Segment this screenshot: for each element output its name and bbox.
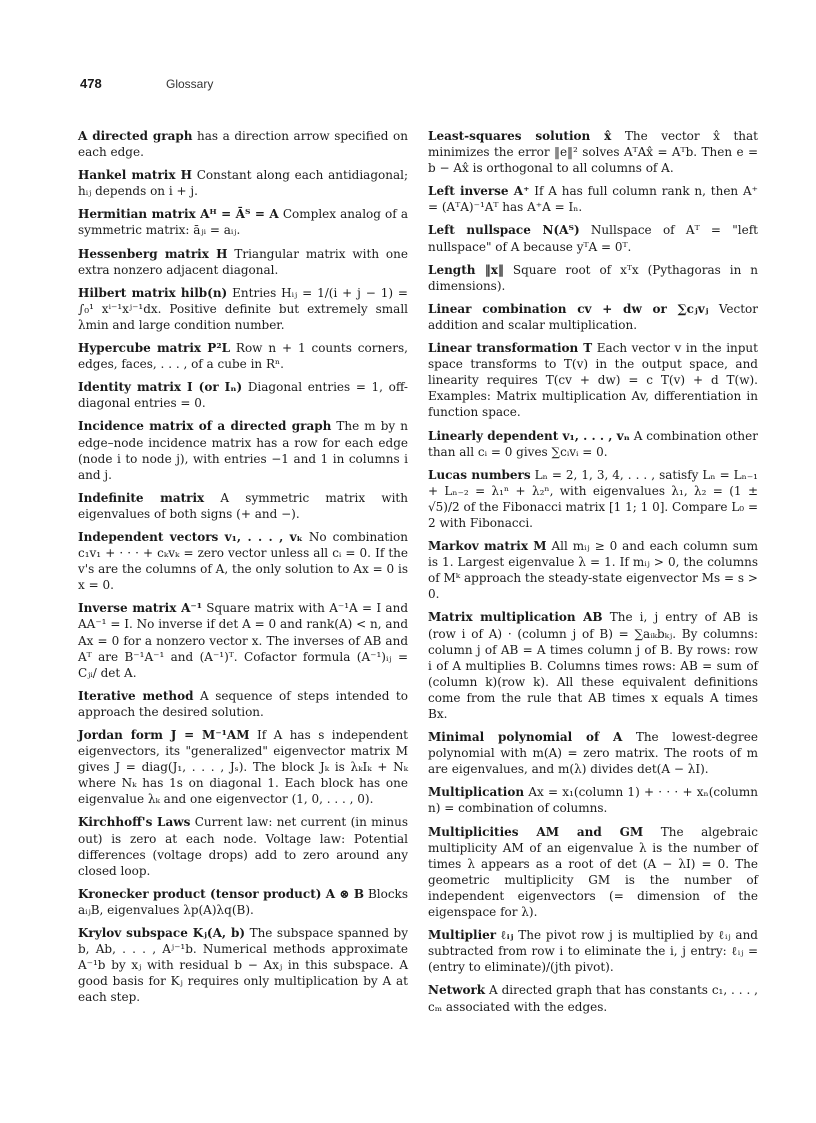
- glossary-entry: [428, 428, 758, 460]
- entry-term: Left nullspace N(Aᵀ): [428, 223, 580, 238]
- page-header: [80, 76, 740, 96]
- glossary-entry: [78, 418, 408, 482]
- glossary-entry: [428, 222, 758, 254]
- entry-term: Linear combination cv + dw or ∑cⱼvⱼ: [428, 301, 709, 316]
- entry-term: Jordan form J = M⁻¹AM: [78, 728, 250, 742]
- glossary-entry: [78, 490, 408, 522]
- glossary-entry: [78, 886, 408, 918]
- glossary-entry: [428, 301, 758, 333]
- glossary-entry: [428, 183, 758, 215]
- entry-definition: Each vector v in the input space transforms to T(v) in the output space, and linearity requires T(cv + dw) = c T(v) + d T(w). Examples: Matrix multiplication Av, differentiation in function space.: [428, 341, 758, 420]
- entry-term: Network: [428, 983, 486, 998]
- glossary-entry: [78, 814, 408, 878]
- entry-definition: has a direction arrow specified on each edge.: [78, 129, 408, 160]
- entry-term: Kirchhoff's Laws: [78, 815, 191, 830]
- left-column: [78, 128, 408, 1013]
- entry-definition: Blocks aᵢⱼB, eigenvalues λp(A)λq(B).: [78, 886, 408, 917]
- glossary-entry: [78, 379, 408, 411]
- entry-term: Inverse matrix A⁻¹: [78, 601, 202, 616]
- glossary-entry: [78, 340, 408, 372]
- entry-term: A directed graph: [78, 129, 193, 143]
- entry-definition: Diagonal entries = 1, off-diagonal entries = 0.: [78, 380, 408, 411]
- entry-term: Iterative method: [78, 688, 194, 703]
- entry-definition: Lₙ = 2, 1, 3, 4, . . . , satisfy Lₙ = Lₙ₋₁ + Lₙ₋₂ = λ₁ⁿ + λ₂ⁿ, with eigenvalues λ₁, λ₂ = (1 ± √5)/2 of the Fibonacci matrix [1 1; 1 0]. Compare L₀ = 2 with Fibonacci.: [428, 467, 758, 530]
- entry-definition: Vector addition and scalar multiplication.: [428, 301, 758, 332]
- right-column: [428, 128, 758, 1022]
- entry-term: Multiplicities AM and GM: [428, 824, 644, 839]
- entry-term: Lucas numbers: [428, 467, 531, 482]
- entry-term: Linearly dependent v₁, . . . , vₙ: [428, 428, 630, 443]
- entry-definition: Nullspace of Aᵀ = "left nullspace" of A because yᵀA = 0ᵀ.: [428, 223, 758, 254]
- glossary-entry: [78, 600, 408, 680]
- entry-definition: No combination c₁v₁ + · · · + cₖvₖ = zero vector unless all cᵢ = 0. If the v's are the columns of A, the only solution to Ax = 0 is x = 0.: [78, 529, 408, 593]
- entry-definition: Square root of xᵀx (Pythagoras in n dimensions).: [428, 262, 758, 293]
- entry-definition: Row n + 1 counts corners, edges, faces, . . . , of a cube in Rⁿ.: [78, 341, 408, 372]
- glossary-entry: [78, 128, 408, 160]
- glossary-entry: [78, 727, 408, 807]
- entry-term: Hermitian matrix Aᴴ = Āᵀ = A: [78, 207, 279, 222]
- glossary-entry: [428, 262, 758, 294]
- entry-term: Multiplier ℓᵢⱼ: [428, 928, 514, 943]
- glossary-entry: [428, 824, 758, 921]
- entry-definition: Triangular matrix with one extra nonzero adjacent diagonal.: [78, 246, 408, 277]
- glossary-entry: [78, 167, 408, 199]
- entry-term: Left inverse A⁺: [428, 184, 530, 199]
- entry-term: Krylov subspace Kⱼ(A, b): [78, 926, 246, 941]
- entry-term: Matrix multiplication AB: [428, 610, 603, 625]
- glossary-entry: [78, 925, 408, 1005]
- glossary-entry: [428, 467, 758, 531]
- entry-definition: If A has s independent eigenvectors, its "generalized" eigenvector matrix M gives J = diag(J₁, . . . , Jₛ). The block Jₖ is λₖIₖ + Nₖ where Nₖ has 1s on diagonal 1. Each block has one eigenvalue λₖ and one eigenvector (1, 0, . . . , 0).: [78, 728, 408, 807]
- glossary-entry: [78, 529, 408, 593]
- entry-term: Hypercube matrix P²L: [78, 341, 231, 356]
- entry-term: Multiplication: [428, 785, 525, 800]
- glossary-entry: [78, 688, 408, 720]
- glossary-entry: [428, 784, 758, 816]
- entry-definition: The subspace spanned by b, Ab, . . . , Aʲ⁻¹b. Numerical methods approximate A⁻¹b by xⱼ with residual b − Axⱼ in this subspace. A good basis for Kⱼ requires only multiplication by A at each step.: [78, 926, 409, 1005]
- glossary-entry: [428, 982, 758, 1014]
- entry-definition: Constant along each antidiagonal; hᵢⱼ depends on i + j.: [78, 168, 408, 199]
- glossary-entry: [78, 246, 408, 278]
- entry-definition: A sequence of steps intended to approach the desired solution.: [78, 688, 408, 719]
- entry-term: Kronecker product (tensor product) A ⊗ B: [78, 886, 364, 901]
- glossary-entry: [78, 285, 408, 333]
- entry-term: Hilbert matrix hilb(n): [78, 285, 228, 300]
- entry-definition: Complex analog of a symmetric matrix: āⱼᵢ = aᵢⱼ.: [78, 207, 408, 238]
- entry-term: Least-squares solution x̂: [428, 129, 612, 143]
- entry-term: Indefinite matrix: [78, 490, 205, 505]
- glossary-entry: [428, 609, 758, 722]
- glossary-entry: [428, 729, 758, 777]
- entry-definition: Square matrix with A⁻¹A = I and AA⁻¹ = I. No inverse if det A = 0 and rank(A) < n, and Ax = 0 for a nonzero vector x. The inverses of AB and Aᵀ are B⁻¹A⁻¹ and (A⁻¹)ᵀ. Cofactor formula (A⁻¹)ᵢⱼ = Cⱼᵢ/ det A.: [78, 601, 408, 680]
- entry-term: Linear transformation T: [428, 341, 593, 356]
- section-title: Glossary: [166, 77, 214, 91]
- glossary-entry: [428, 128, 758, 176]
- entry-definition: The vector x̂ that minimizes the error ‖e‖² solves AᵀAx̂ = Aᵀb. Then e = b − Ax̂ is orthogonal to all columns of A.: [428, 129, 758, 176]
- glossary-entry: [428, 340, 758, 420]
- glossary-entry: [428, 927, 758, 975]
- glossary-entry: [78, 206, 408, 238]
- entry-definition: If A has full column rank n, then A⁺ = (AᵀA)⁻¹Aᵀ has A⁺A = Iₙ.: [428, 184, 758, 215]
- entry-term: Hankel matrix H: [78, 168, 192, 183]
- entry-term: Identity matrix I (or Iₙ): [78, 380, 243, 395]
- entry-definition: All mᵢⱼ ≥ 0 and each column sum is 1. Largest eigenvalue λ = 1. If mᵢⱼ > 0, the columns of Mᵏ approach the steady-state eigenvector Ms = s > 0.: [428, 539, 758, 602]
- entry-term: Independent vectors v₁, . . . , vₖ: [78, 529, 303, 544]
- entry-definition: The i, j entry of AB is (row i of A) · (column j of B) = ∑aᵢₖbₖⱼ. By columns: column j of AB = A times column j of B. By rows: row i of A multiplies B. Columns times rows: AB = sum of (column k)(row k). All these equivalent definitions come from the rule that AB times x equals A times Bx.: [428, 610, 758, 721]
- entry-term: Minimal polynomial of A: [428, 730, 623, 745]
- entry-definition: Current law: net current (in minus out) is zero at each node. Voltage law: Potential differences (voltage drops) add to zero around any closed loop.: [78, 815, 408, 878]
- entry-term: Hessenberg matrix H: [78, 246, 228, 261]
- entry-term: Incidence matrix of a directed graph: [78, 419, 332, 434]
- entry-definition: A combination other than all cᵢ = 0 gives ∑cᵢvᵢ = 0.: [428, 428, 758, 459]
- entry-definition: The algebraic multiplicity AM of an eigenvalue λ is the number of times λ appears as a root of det (A − λI) = 0. The geometric multiplicity GM is the number of independent eigenvectors (= dimension of the eigenspace for λ).: [428, 824, 758, 920]
- page-number: 478: [80, 76, 102, 91]
- glossary-entry: [428, 538, 758, 602]
- entry-definition: Ax = x₁(column 1) + · · · + xₙ(column n) = combination of columns.: [428, 785, 758, 816]
- entry-definition: Entries Hᵢⱼ = 1/(i + j − 1) = ∫₀¹ xⁱ⁻¹xʲ⁻¹dx. Positive definite but extremely small λmin and large condition number.: [78, 285, 408, 332]
- entry-term: Markov matrix M: [428, 539, 547, 554]
- entry-definition: The m by n edge–node incidence matrix has a row for each edge (node i to node j), with entries −1 and 1 in columns i and j.: [78, 419, 408, 482]
- entry-term: Length ‖x‖: [428, 262, 504, 277]
- entry-definition: The lowest-degree polynomial with m(A) = zero matrix. The roots of m are eigenvalues, and m(λ) divides det(A − λI).: [428, 730, 758, 777]
- entry-definition: The pivot row j is multiplied by ℓᵢⱼ and subtracted from row i to eliminate the i, j entry: ℓᵢⱼ = (entry to eliminate)/(jth pivot).: [428, 928, 758, 975]
- entry-definition: A symmetric matrix with eigenvalues of both signs (+ and −).: [78, 490, 408, 521]
- entry-definition: A directed graph that has constants c₁, . . . , cₘ associated with the edges.: [428, 983, 758, 1014]
